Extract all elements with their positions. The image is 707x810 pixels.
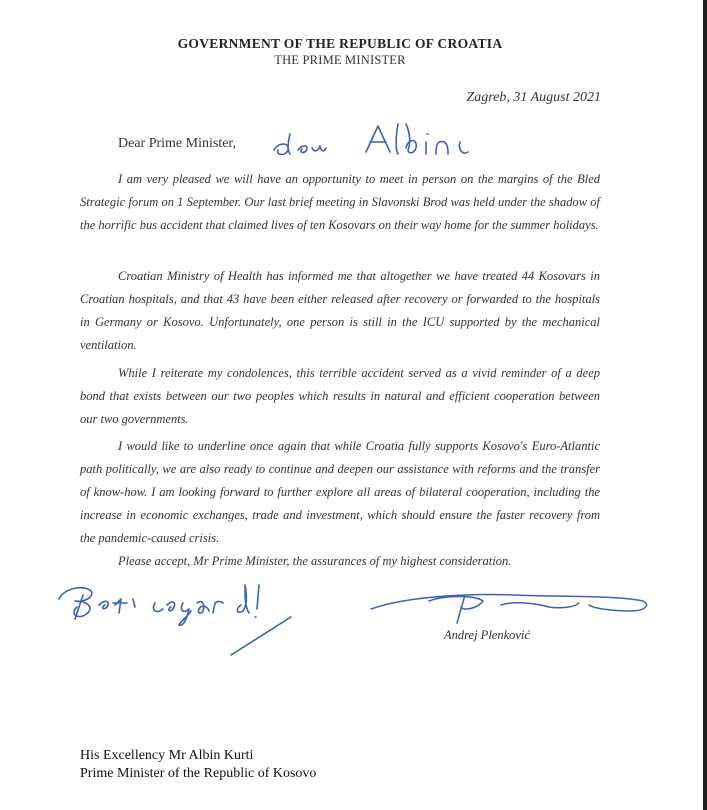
letterhead-office: THE PRIME MINISTER [274,53,406,67]
paragraph-3: While I reiterate my condolences, this terrible accident served as a vivid reminder of a deep bond that exists between our two peoples which results in natural and efficient cooperation between our two governments. [80,366,600,426]
signature [365,583,655,633]
recipient-line-1: His Excellency Mr Albin Kurti [80,748,254,763]
paragraph-1: I am very pleased we will have an opportunity to meet in person on the margins of the Bled Strategic forum on 1 September. Our last brief meeting in Slavonski Brod was held under the shadow of the horrific bus accident that claimed lives of ten Kosovars on their way home for the summer holidays. [80,172,600,232]
recipient-line-2: Prime Minister of the Republic of Kosovo [80,766,317,781]
paragraph-4: I would like to underline once again that while Croatia fully supports Kosovo's Euro-Atlantic path politically, we are also ready to continue and deepen our assistance with reforms and the transfer of know-how. I am looking forward to further explore all areas of bilateral cooperation, including the increase in economic exchanges, trade and investment, which should ensure the faster recovery from the pandemic-caused crisis. [80,439,600,545]
handwritten-regards [55,575,345,665]
page-edge [703,0,707,810]
closing-line: Please accept, Mr Prime Minister, the assurances of my highest consideration. [118,554,512,568]
letterhead-organization: GOVERNMENT OF THE REPUBLIC OF CROATIA [177,36,503,51]
letter-date: Zagreb, 31 August 2021 [466,90,601,105]
handwritten-greeting [268,112,508,172]
signatory-name: Andrej Plenković [444,628,530,642]
salutation: Dear Prime Minister, [118,136,237,151]
paragraph-2: Croatian Ministry of Health has informed me that altogether we have treated 44 Kosovars in Croatian hospitals, and that 43 have been either released after recovery or forwarded to the hospitals in Germany or Kosovo. Unfortunately, one person is still in the ICU supported by the mechanical ventilation. [80,269,600,352]
